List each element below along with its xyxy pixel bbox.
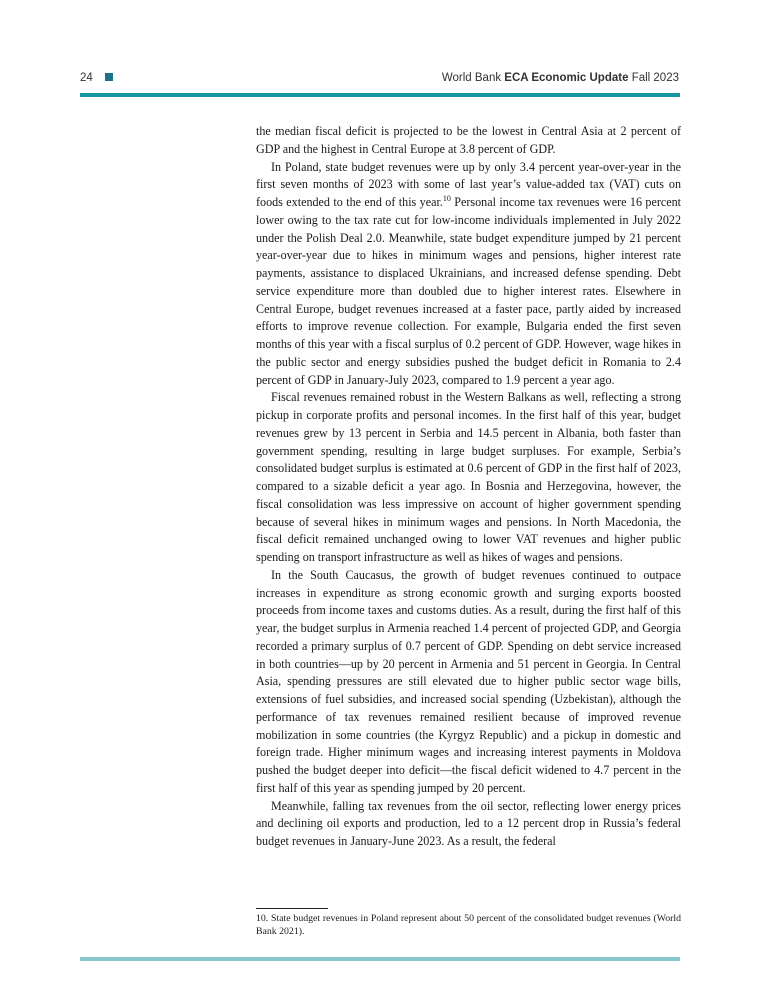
footnote: 10. State budget revenues in Poland represent about 50 percent of the consolidated budget revenues (World Bank 2021).	[256, 913, 681, 937]
paragraph-text: In Poland, state budget revenues were up by only 3.4 percent year-over-year in the first seven months of 2023 with some of last year’s value-added tax (VAT) cuts on foods extended to the end of this year.	[256, 159, 681, 209]
paragraph-text: Personal income tax revenues were 16 percent lower owing to the tax rate cut for low-income individuals implemented in July 2022 under the Polish Deal 2.0. Meanwhile, state budget expenditure jumped by 21 percent year-over-year due to hikes in minimum wages and pensions, higher interest rate payments, assistance to displaced Ukrainians, and increased defense spending. Debt service expenditure more than doubled due to higher interest rates. Elsewhere in Central Europe, budget revenues increased at a faster pace, partly aided by increased efforts to improve revenue collection. For example, Bulgaria ended the first seven months of this year with a fiscal surplus of 0.2 percent of GDP. However, wage hikes in the public sector and energy subsidies pushed the budget deficit in Romania to 2.4 percent of GDP in January-July 2023, compared to 1.9 percent a year ago.	[256, 195, 682, 387]
paragraph: In the South Caucasus, the growth of budget revenues continued to outpace increases in expenditure as strong economic growth and surging exports boosted proceeds from income taxes and customs duties. As a result, during the first half of this year, the budget surplus in Armenia reached 1.4 percent of projected GDP, and Georgia recorded a primary surplus of 0.7 percent of GDP. Spending on debt service increased in both countries—up by 20 percent in Armenia and 51 percent in Georgia. In Central Asia, spending pressures are still elevated due to higher public sector wage bills, extensions of fuel subsidies, and increased social spending (Uzbekistan), although the performance of tax revenues remained resilient because of improved revenue mobilization in some countries (the Kyrgyz Republic) and a pickup in domestic and foreign trade. Higher minimum wages and increasing interest payments in Moldova pushed the budget deeper into deficit—the fiscal deficit widened to 4.7 percent in the first half of this year as spending jumped by 20 percent.	[256, 567, 681, 795]
footnote-rule	[256, 908, 328, 909]
body-text	[256, 123, 681, 851]
paragraph	[256, 159, 681, 390]
footnote-ref[interactable]: 10	[442, 193, 451, 203]
running-title	[442, 72, 679, 84]
header-rule	[80, 93, 680, 97]
paragraph: Meanwhile, falling tax revenues from the oil sector, reflecting lower energy prices and declining oil exports and production, led to a 12 percent drop in Russia’s federal budget revenues in January-June 2023. As a result, the federal	[256, 798, 681, 848]
page-number: 24	[80, 72, 93, 84]
running-title-publisher: World Bank	[441, 72, 502, 84]
running-title-report: ECA Economic Update	[504, 72, 629, 84]
running-title-edition: Fall 2023	[631, 72, 679, 84]
paragraph: the median fiscal deficit is projected to be the lowest in Central Asia at 2 percent of GDP and the highest in Central Europe at 3.8 percent of GDP.	[256, 124, 681, 156]
page-header	[80, 70, 680, 92]
paragraph: Fiscal revenues remained robust in the Western Balkans as well, reflecting a strong pickup in corporate profits and personal incomes. In the first half of this year, budget revenues grew by 13 percent in Serbia and 14.5 percent in Albania, both faster than government spending, resulting in large budget surpluses. For example, Serbia’s consolidated budget surplus is estimated at 0.6 percent of GDP in the first half of 2023, compared to a sizable deficit a year ago. In Bosnia and Herzegovina, however, the fiscal consolidation was less impressive on account of higher government spending because of several hikes in minimum wages and pensions. In North Macedonia, the fiscal deficit remained unchanged owing to lower VAT revenues and higher public spending on transport infrastructure as well as hikes of wages and pensions.	[256, 390, 681, 564]
header-square-icon	[105, 73, 113, 81]
footer-rule	[80, 957, 680, 961]
